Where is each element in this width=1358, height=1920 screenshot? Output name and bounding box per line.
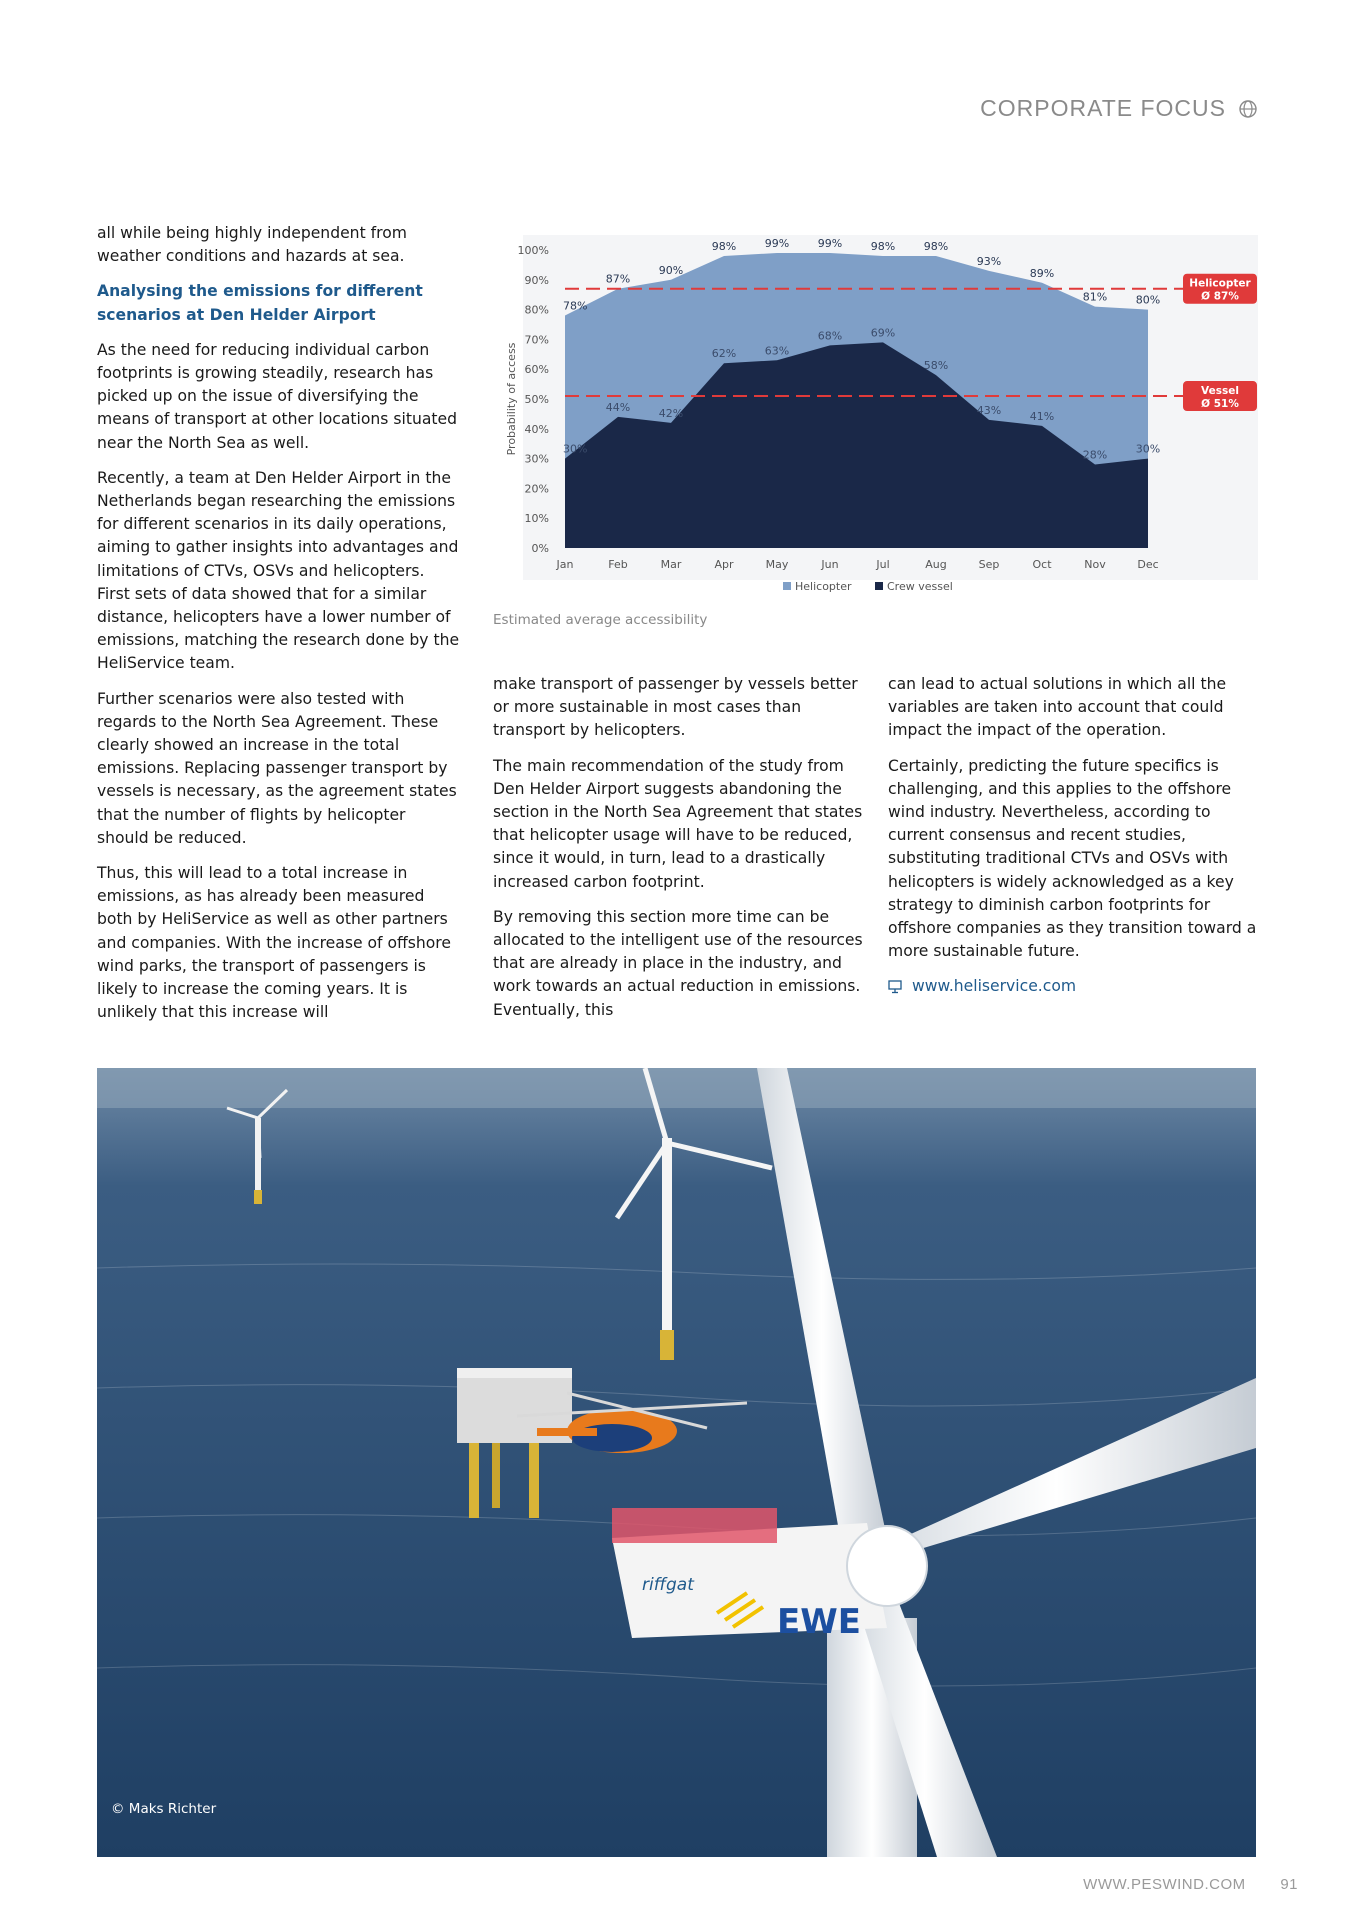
y-tick-label: 50% — [524, 393, 549, 406]
legend-swatch — [875, 582, 883, 590]
data-label: 87% — [605, 272, 631, 286]
paragraph: Recently, a team at Den Helder Airport in the Netherlands began researching the emissions for different scenarios in its daily operations, aiming to gather insights into advantages and limitations of CTVs, OSVs and helicopters. First sets of data showed that for a similar distance, helicopters have a lower number of emissions, matching the research done by the HeliService team. — [97, 468, 460, 673]
legend-label: Crew vessel — [887, 580, 953, 593]
globe-icon — [1238, 99, 1258, 119]
paragraph: can lead to actual solutions in which all the variables are taken into account that could impact the impact of the operation. — [888, 675, 1227, 740]
y-tick-label: 20% — [524, 482, 549, 496]
x-tick-label: Nov — [1084, 558, 1106, 571]
data-label: 99% — [764, 236, 790, 250]
data-label: 58% — [923, 359, 949, 373]
x-tick-label: Sep — [978, 558, 1000, 571]
data-label: 98% — [711, 239, 737, 253]
paragraph: Thus, this will lead to a total increase in emissions, as has already been measured both by HeliService as well as other partners and companies. With the increase of offshore wind parks, the transport of passengers is likely to increase the coming years. It is unlikely that this increase will — [97, 864, 451, 1022]
data-label: 99% — [817, 236, 843, 250]
article-column-1 — [97, 222, 462, 1037]
data-label: 93% — [976, 254, 1002, 268]
y-tick-label: 90% — [524, 273, 549, 287]
x-tick-label: Apr — [714, 558, 734, 571]
y-tick-label: 100% — [517, 244, 549, 257]
average-badge-value: Ø 51% — [1201, 398, 1239, 411]
data-label: 90% — [658, 263, 684, 277]
article-column-3 — [888, 673, 1263, 999]
offshore-wind-photo — [97, 1068, 1256, 1857]
section-header — [980, 95, 1258, 122]
y-tick-label: 40% — [524, 422, 549, 436]
data-label: 78% — [563, 299, 588, 313]
average-badge-title: Helicopter — [1189, 277, 1251, 290]
x-tick-label: Feb — [608, 558, 628, 571]
accessibility-chart — [493, 230, 1258, 620]
article-column-2 — [493, 673, 863, 1034]
paragraph: Certainly, predicting the future specifics is challenging, and this applies to the offshore wind industry. Nevertheless, according to current consensus and recent studies, substituting traditional CTVs and OSVs with helicopters is widely acknowledged as a key strategy to diminish carbon footprints for offshore companies as they transition toward a more sustainable future. — [888, 756, 1257, 961]
y-axis-label: Probability of access — [505, 342, 518, 456]
data-label: 44% — [605, 400, 631, 414]
x-tick-label: Jan — [556, 558, 574, 571]
nacelle-logo: riffgat — [642, 1575, 694, 1595]
x-tick-label: Jul — [876, 558, 890, 571]
chart-svg — [493, 230, 1258, 600]
data-label: 68% — [817, 329, 843, 343]
photo-credit: © Maks Richter — [111, 1801, 217, 1817]
paragraph: all while being highly independent from weather conditions and hazards at sea. — [97, 224, 407, 266]
data-label: 43% — [976, 403, 1002, 417]
data-label: 63% — [764, 344, 790, 358]
data-label: 80% — [1135, 293, 1161, 307]
data-label: 81% — [1082, 290, 1108, 304]
y-tick-label: 0% — [531, 542, 549, 555]
nacelle-brand: EWE — [777, 1602, 861, 1642]
data-label: 62% — [711, 347, 737, 361]
data-label: 41% — [1029, 409, 1055, 423]
x-tick-label: Oct — [1032, 558, 1052, 571]
x-tick-label: Dec — [1137, 558, 1159, 571]
average-badge-value: Ø 87% — [1201, 290, 1239, 303]
x-tick-label: Jun — [821, 558, 839, 571]
section-title: CORPORATE FOCUS — [980, 95, 1226, 121]
chart-caption: Estimated average accessibility — [493, 612, 708, 628]
data-label: 42% — [658, 406, 684, 420]
x-tick-label: Aug — [925, 558, 947, 571]
page-number: 91 — [1280, 1876, 1298, 1893]
paragraph: The main recommendation of the study from Den Helder Airport suggests abandoning the section in the North Sea Agreement that states that helicopter usage will have to be reduced, since it would, in turn, lead to a drastically increased carbon footprint. — [493, 756, 863, 891]
x-tick-label: Mar — [660, 558, 682, 571]
x-tick-label: May — [765, 558, 789, 571]
paragraph: As the need for reducing individual carbon footprints is growing steadily, research has picked up on the issue of diversifying the means of transport at other locations situated near the North Sea as well. — [97, 340, 457, 452]
subheading: Analysing the emissions for different scenarios at Den Helder Airport — [97, 282, 423, 324]
data-label: 69% — [870, 326, 896, 340]
paragraph: make transport of passenger by vessels better or more sustainable in most cases than transport by helicopters. — [493, 675, 858, 740]
data-label: 98% — [923, 239, 949, 253]
data-label: 30% — [563, 442, 588, 456]
footer-site: WWW.PESWIND.COM — [1083, 1876, 1246, 1893]
website-link-text[interactable]: www.heliservice.com — [912, 977, 1077, 996]
y-tick-label: 70% — [524, 333, 549, 347]
y-tick-label: 30% — [524, 452, 549, 466]
monitor-icon — [888, 980, 902, 994]
legend-label: Helicopter — [795, 580, 852, 593]
average-badge-title: Vessel — [1201, 385, 1239, 398]
data-label: 28% — [1082, 448, 1108, 462]
page-footer — [1083, 1876, 1298, 1893]
y-tick-label: 60% — [524, 363, 549, 377]
y-tick-label: 10% — [524, 512, 549, 526]
paragraph: By removing this section more time can be allocated to the intelligent use of the resources that are already in place in the industry, and work towards an actual reduction in emissions. Eventually, this — [493, 907, 863, 1019]
wind-farm-illustration — [97, 1068, 1256, 1857]
paragraph: Further scenarios were also tested with regards to the North Sea Agreement. These clearly showed an increase in the total emissions. Replacing passenger transport by vessels is necessary, as the agreement states that the number of flights by helicopter should be reduced. — [97, 689, 457, 847]
website-link[interactable] — [888, 975, 1263, 998]
legend-swatch — [783, 582, 791, 590]
data-label: 89% — [1029, 266, 1055, 280]
data-label: 30% — [1135, 442, 1161, 456]
y-tick-label: 80% — [524, 303, 549, 317]
data-label: 98% — [870, 239, 896, 253]
